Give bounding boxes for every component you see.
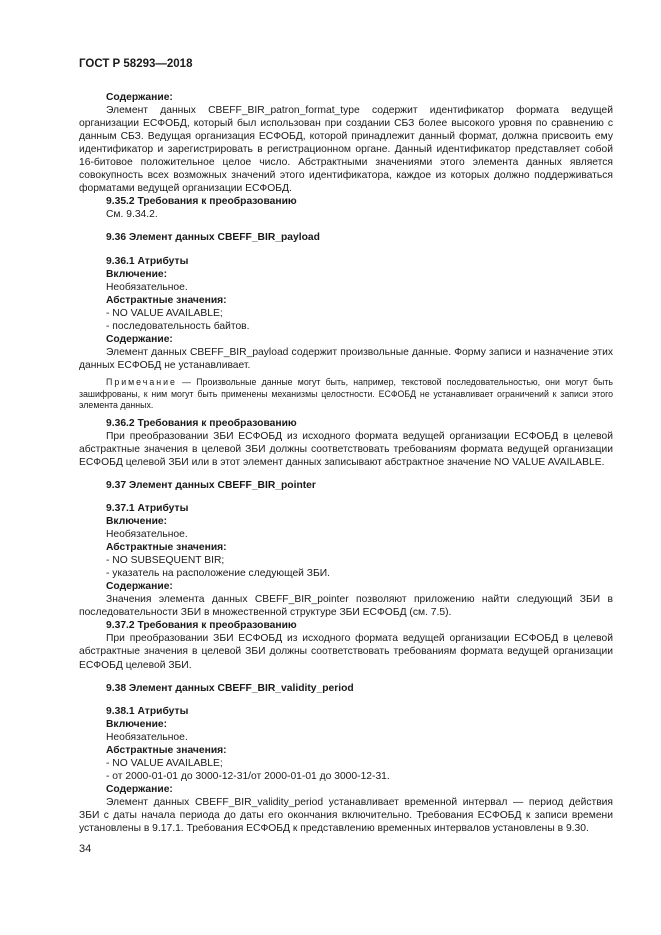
list-item: - NO SUBSEQUENT BIR;: [106, 555, 225, 567]
paragraph: Элемент данных CBEFF_BIR_validity_period устанавливает временной интервал — период действия ЗБИ с даты начала периода до даты его окончания включительно. Требования ЕСФОБД к записи времени установлены в 9.17.1. Требования ЕСФОБД к представлению временных интервалов установлены в 9.30.: [79, 796, 613, 835]
list-item: - NO VALUE AVAILABLE;: [106, 307, 223, 319]
note-paragraph: [79, 377, 613, 412]
subheading: Содержание:: [106, 581, 173, 593]
subheading: Содержание:: [106, 333, 173, 345]
list-item: - от 2000-01-01 до 3000-12-31/от 2000-01-01 до 3000-12-31.: [106, 770, 390, 782]
section-heading: 9.37 Элемент данных CBEFF_BIR_pointer: [106, 479, 316, 491]
document-header: ГОСТ Р 58293—2018: [79, 58, 193, 70]
subheading: 9.36.1 Атрибуты: [106, 255, 189, 267]
subheading: Содержание:: [106, 783, 173, 795]
subheading: Включение:: [106, 718, 168, 730]
subheading: Абстрактные значения:: [106, 294, 227, 306]
subheading: 9.35.2 Требования к преобразованию: [106, 196, 297, 208]
section-heading: 9.36 Элемент данных CBEFF_BIR_payload: [106, 232, 320, 244]
paragraph: Необязательное.: [106, 731, 188, 743]
subheading: 9.37.1 Атрибуты: [106, 502, 189, 514]
note-label: Примечание: [106, 376, 177, 387]
paragraph: При преобразовании ЗБИ ЕСФОБД из исходного формата ведущей организации ЕСФОБД в целевой абстрактные значения в целевой ЗБИ должны соответствовать требованиям формата ведущей организации ЕСФОБД целевой ЗБИ или в этот элемент данных записывают абстрактное значение NO VALUE AVAILABLE.: [79, 430, 613, 468]
page-number: 34: [79, 843, 92, 855]
subheading: Содержание:: [106, 92, 173, 103]
list-item: - NO VALUE AVAILABLE;: [106, 757, 223, 769]
paragraph: Необязательное.: [106, 529, 188, 541]
subheading: Абстрактные значения:: [106, 542, 227, 554]
subheading: 9.36.2 Требования к преобразованию: [106, 417, 297, 429]
subheading: 9.38.1 Атрибуты: [106, 705, 189, 717]
subheading: Включение:: [106, 516, 168, 527]
note-text: — Произвольные данные могут быть, например, текстовой последовательностью, они могут быть зашифрованы, к ним могут быть применены механизмы целостности. ЕСФОБД не устанавливает ограничений к записи этого элемента данных.: [79, 376, 613, 411]
subheading: 9.37.2 Требования к преобразованию: [106, 620, 297, 632]
subheading: Включение:: [106, 268, 168, 280]
subheading: Абстрактные значения:: [106, 744, 227, 756]
paragraph: См. 9.34.2.: [106, 209, 158, 221]
section-heading: 9.38 Элемент данных CBEFF_BIR_validity_period: [106, 682, 354, 694]
paragraph: Необязательное.: [106, 281, 188, 293]
list-item: - указатель на расположение следующей ЗБИ.: [106, 568, 331, 580]
paragraph: Значения элемента данных CBEFF_BIR_pointer позволяют приложению найти следующий ЗБИ в последовательности ЗБИ в множественной структуре ЗБИ ЕСФОБД (см. 7.5).: [79, 594, 613, 619]
document-body: [79, 91, 613, 835]
list-item: - последовательность байтов.: [106, 320, 250, 332]
paragraph: При преобразовании ЗБИ ЕСФОБД из исходного формата ведущей организации ЕСФОБД в целевой абстрактные значения в целевой ЗБИ должны соответствовать требованиям формата ведущей организации ЕСФОБД целевой ЗБИ.: [79, 633, 613, 671]
paragraph: Элемент данных CBEFF_BIR_patron_format_type содержит идентификатор формата ведущей организации ЕСФОБД, который был использован при создании СБЗ более высокого уровня по сравнению с данным СБЗ. Ведущая организация ЕСФОБД, которой принадлежит данный формат, должна присвоить ему идентификатор и зарегистрировать в регистрационном органе. Данный идентификатор представляет собой 16-битовое положительное целое число. Абстрактными значениями этого элемента данных является совокупность всех возможных значений этого идентификатора, каждое из которых должно поддерживаться форматами ведущей организации ЕСФОБД.: [79, 105, 613, 195]
paragraph: Элемент данных CBEFF_BIR_payload содержит произвольные данные. Форму записи и назначение этих данных ЕСФОБД не устанавливает.: [79, 346, 613, 371]
